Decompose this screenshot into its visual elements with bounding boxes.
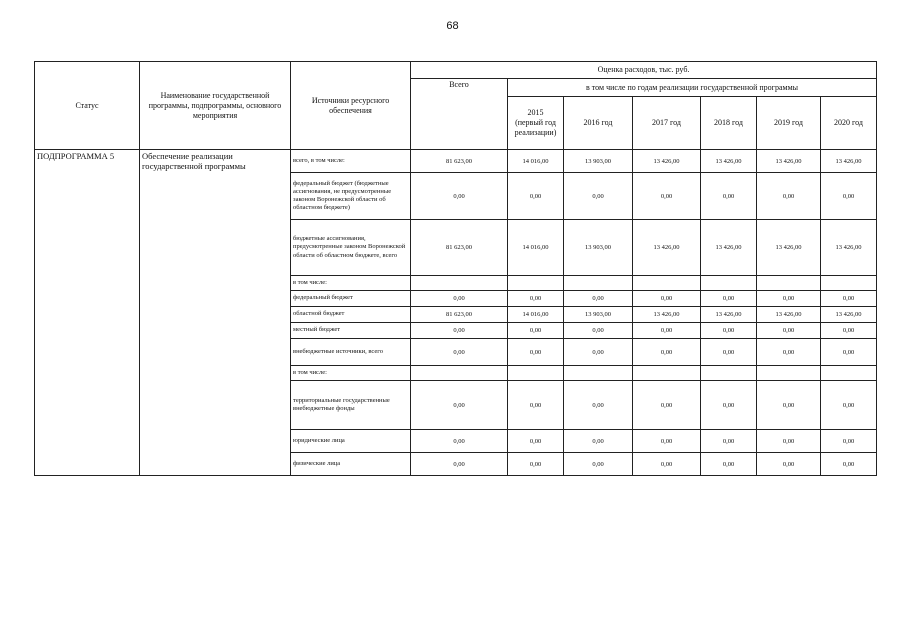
header-total: Всего <box>411 79 508 150</box>
total-value: 0,00 <box>411 291 508 307</box>
funding-source: федеральный бюджет (бюджетные ассигнования, не предусмотренные законом Воронежской области об областном бюджете) <box>291 173 411 220</box>
year-value: 14 016,00 <box>508 150 564 173</box>
funding-source: областной бюджет <box>291 307 411 323</box>
funding-source: местный бюджет <box>291 323 411 339</box>
total-value: 81 623,00 <box>411 307 508 323</box>
total-value <box>411 276 508 291</box>
year-value: 0,00 <box>633 453 701 476</box>
year-value: 13 426,00 <box>757 307 821 323</box>
header-year: 2019 год <box>757 97 821 150</box>
year-value: 0,00 <box>757 323 821 339</box>
year-value: 13 426,00 <box>633 220 701 276</box>
year-value: 0,00 <box>821 173 877 220</box>
year-value: 13 426,00 <box>701 307 757 323</box>
total-value: 0,00 <box>411 339 508 366</box>
year-value: 13 426,00 <box>821 307 877 323</box>
year-value: 0,00 <box>821 381 877 430</box>
year-value: 0,00 <box>821 339 877 366</box>
total-value: 81 623,00 <box>411 150 508 173</box>
year-value <box>508 366 564 381</box>
year-value: 0,00 <box>757 339 821 366</box>
year-value: 0,00 <box>508 381 564 430</box>
table-row <box>35 150 877 173</box>
year-value: 0,00 <box>564 381 633 430</box>
year-value: 0,00 <box>564 173 633 220</box>
year-value: 0,00 <box>508 430 564 453</box>
year-value <box>564 366 633 381</box>
year-value: 0,00 <box>633 323 701 339</box>
year-value: 0,00 <box>701 339 757 366</box>
header-by-years: в том числе по годам реализации государственной программы <box>508 79 877 97</box>
year-value: 0,00 <box>701 323 757 339</box>
funding-source: физические лица <box>291 453 411 476</box>
year-value: 13 903,00 <box>564 150 633 173</box>
header-year: 2015 (первый год реализации) <box>508 97 564 150</box>
year-value: 0,00 <box>508 323 564 339</box>
header-year: 2017 год <box>633 97 701 150</box>
header-year: 2016 год <box>564 97 633 150</box>
year-value: 13 426,00 <box>757 150 821 173</box>
year-value: 0,00 <box>508 173 564 220</box>
total-value: 0,00 <box>411 453 508 476</box>
year-value: 0,00 <box>757 453 821 476</box>
year-value: 13 426,00 <box>633 150 701 173</box>
year-value <box>701 276 757 291</box>
year-value: 0,00 <box>757 430 821 453</box>
year-value: 13 426,00 <box>701 220 757 276</box>
year-value: 0,00 <box>701 173 757 220</box>
year-value: 0,00 <box>564 339 633 366</box>
header-year: 2020 год <box>821 97 877 150</box>
program-name: Обеспечение реализации государственной программы <box>140 150 291 476</box>
header-cost-estimate: Оценка расходов, тыс. руб. <box>411 62 877 79</box>
program-status: ПОДПРОГРАММА 5 <box>35 150 140 476</box>
year-value: 0,00 <box>508 339 564 366</box>
year-value: 0,00 <box>701 381 757 430</box>
year-value: 14 016,00 <box>508 220 564 276</box>
funding-source: всего, в том числе: <box>291 150 411 173</box>
header-sources: Источники ресурсного обеспечения <box>291 62 411 150</box>
funding-source: юридические лица <box>291 430 411 453</box>
funding-source: бюджетные ассигнования, предусмотренные законом Воронежской области об областном бюджете, всего <box>291 220 411 276</box>
budget-table <box>34 61 877 476</box>
year-value: 0,00 <box>633 339 701 366</box>
year-value: 0,00 <box>633 173 701 220</box>
year-value <box>564 276 633 291</box>
year-value <box>508 276 564 291</box>
funding-source: в том числе: <box>291 366 411 381</box>
funding-source: федеральный бюджет <box>291 291 411 307</box>
header-year: 2018 год <box>701 97 757 150</box>
year-value: 13 426,00 <box>757 220 821 276</box>
year-value: 0,00 <box>564 323 633 339</box>
year-value: 13 903,00 <box>564 307 633 323</box>
year-value: 0,00 <box>821 430 877 453</box>
year-value: 0,00 <box>821 323 877 339</box>
year-value: 13 903,00 <box>564 220 633 276</box>
page-number: 68 <box>446 20 459 32</box>
year-value: 0,00 <box>508 291 564 307</box>
year-value: 0,00 <box>821 453 877 476</box>
total-value <box>411 366 508 381</box>
year-value: 0,00 <box>821 291 877 307</box>
year-value <box>757 276 821 291</box>
year-value: 0,00 <box>633 430 701 453</box>
funding-source: в том числе: <box>291 276 411 291</box>
year-value: 0,00 <box>633 291 701 307</box>
year-value: 0,00 <box>701 453 757 476</box>
funding-source: территориальные государственные внебюджетные фонды <box>291 381 411 430</box>
year-value: 0,00 <box>564 291 633 307</box>
funding-source: внебюджетные источники, всего <box>291 339 411 366</box>
year-value: 0,00 <box>701 291 757 307</box>
year-value: 0,00 <box>757 173 821 220</box>
year-value <box>701 366 757 381</box>
header-status: Статус <box>35 62 140 150</box>
year-value: 0,00 <box>508 453 564 476</box>
total-value: 0,00 <box>411 430 508 453</box>
year-value: 13 426,00 <box>821 150 877 173</box>
year-value: 0,00 <box>757 291 821 307</box>
total-value: 0,00 <box>411 381 508 430</box>
year-value: 0,00 <box>564 430 633 453</box>
total-value: 81 623,00 <box>411 220 508 276</box>
total-value: 0,00 <box>411 323 508 339</box>
year-value: 13 426,00 <box>821 220 877 276</box>
year-value <box>821 366 877 381</box>
year-value: 0,00 <box>564 453 633 476</box>
year-value: 0,00 <box>633 381 701 430</box>
year-value: 0,00 <box>757 381 821 430</box>
year-value <box>821 276 877 291</box>
year-value: 13 426,00 <box>633 307 701 323</box>
year-value <box>633 276 701 291</box>
year-value: 0,00 <box>701 430 757 453</box>
year-value <box>633 366 701 381</box>
year-value <box>757 366 821 381</box>
header-name: Наименование государственной программы, подпрограммы, основного мероприятия <box>140 62 291 150</box>
year-value: 13 426,00 <box>701 150 757 173</box>
total-value: 0,00 <box>411 173 508 220</box>
year-value: 14 016,00 <box>508 307 564 323</box>
